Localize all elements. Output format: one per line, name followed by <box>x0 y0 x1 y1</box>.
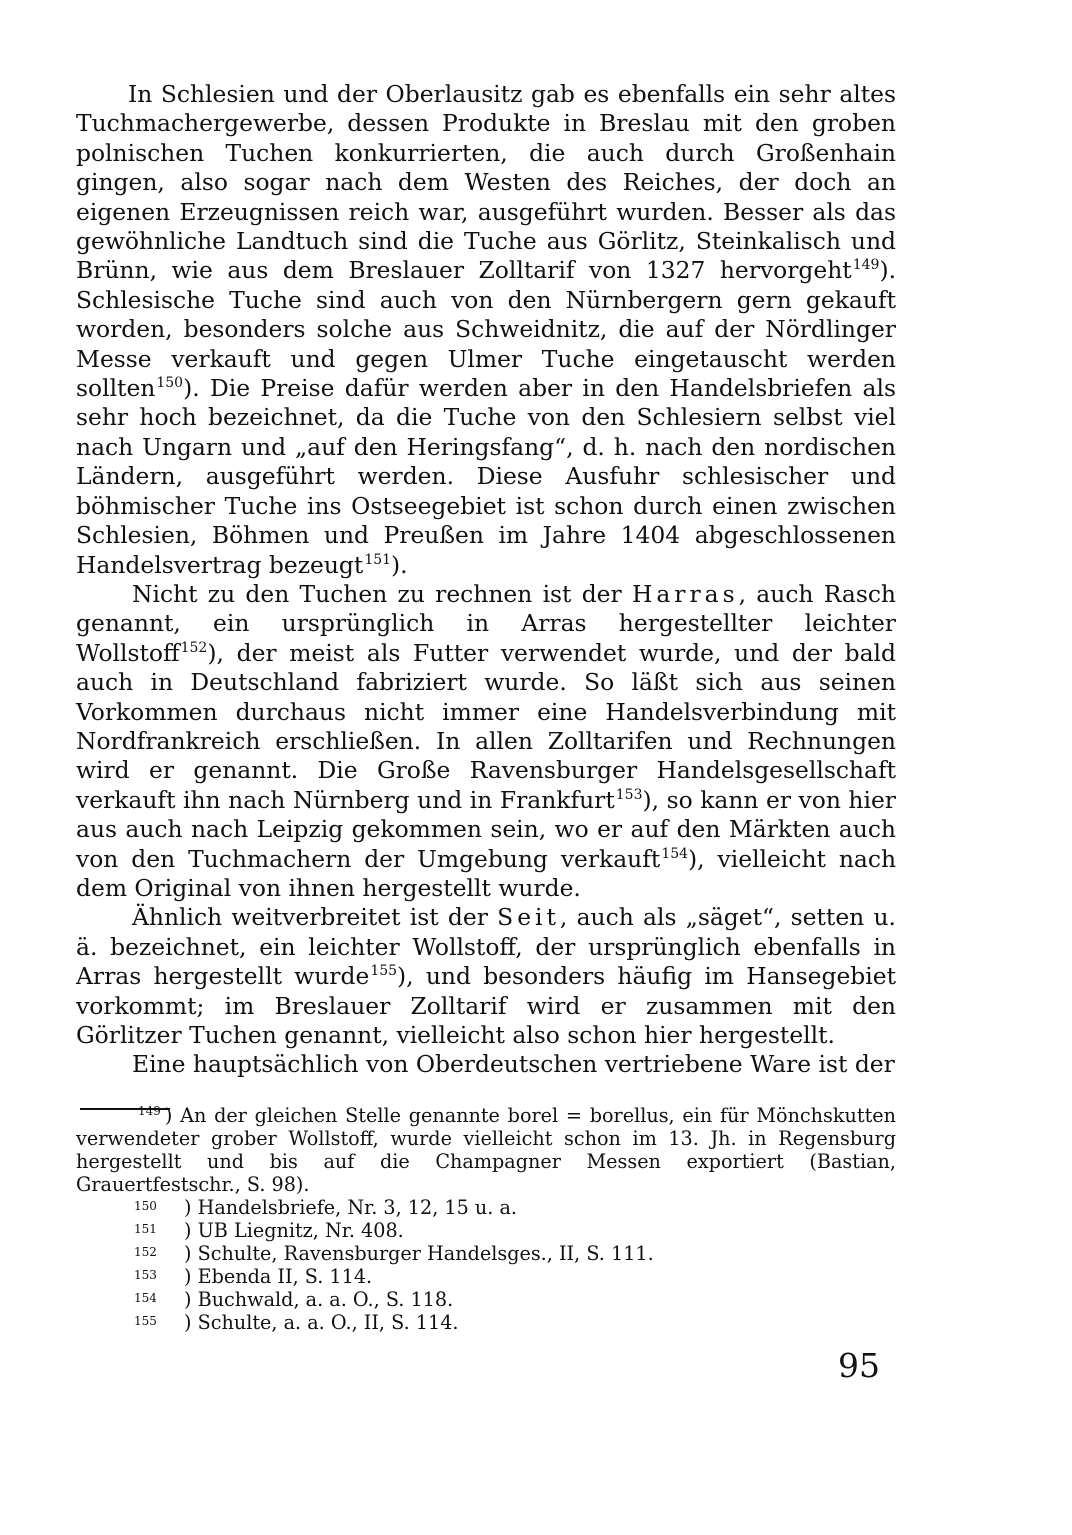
footnote-reference-number: 149 <box>852 257 880 274</box>
text-run: ), und besonders häufig im Hansegebiet vorkommt; im Breslauer Zolltarif wird er zusammen mit den Görlitzer Tuchen genannt, vielleicht also schon hier hergestellt. <box>76 962 897 1049</box>
text-run: Eine hauptsächlich von Oberdeutschen vertriebene Ware ist der <box>132 1050 895 1079</box>
footnote-text: An der gleichen Stelle genannte borel = borellus, ein für Mönchskutten verwendeter grober Wollstoff, wurde vielleicht schon im 13. Jh. in Regensburg hergestellt und bis auf die Champagner Messen exportiert (Bastian, Grauertfestschr., S. 98). <box>76 1104 896 1196</box>
footnote-number: 149 <box>138 1104 161 1118</box>
text-run: , auch als „säget“, setten u. ä. bezeichnet, ein leichter Wollstoff, der ursprünglich ebenfalls in Arras hergestellt wurde <box>76 903 896 991</box>
text-run: ). Schlesische Tuche sind auch von den Nürnbergern gern gekauft worden, besonders solche aus Schweidnitz, die auf der Nördlinger Messe verkauft und gegen Ulmer Tuche eingetauscht werden sollten <box>76 256 896 403</box>
footnote: 151 ) UB Liegnitz, Nr. 408. <box>134 1219 404 1242</box>
paragraph <box>76 903 896 1050</box>
footnote-text-body: Handelsbriefe, Nr. 3, 12, 15 u. a. <box>197 1196 518 1219</box>
text-run: In Schlesien und der Oberlausitz gab es ebenfalls ein sehr altes Tuchmachergewerbe, dessen Produkte in Breslau mit den groben polnischen Tuchen konkurrierten, die auch durch Großenhain gingen, also sogar nach dem Westen des Reiches, der doch an eigenen Erzeugnissen reich war, ausgeführt wurden. Besser als das gewöhnliche Landtuch sind die Tuche aus Görlitz, Steinkalisch und Brünn, wie aus dem Breslauer Zolltarif von 1327 hervorgeht <box>76 80 896 285</box>
footnote-paren: ) <box>164 1104 181 1127</box>
text-run: ), vielleicht nach dem Original von ihnen hergestellt wurde. <box>76 844 897 902</box>
footnote: 150 ) Handelsbriefe, Nr. 3, 12, 15 u. a. <box>134 1196 518 1219</box>
footnote-text-body: UB Liegnitz, Nr. 408. <box>197 1219 404 1242</box>
footnote: 153 ) Ebenda II, S. 114. <box>134 1265 373 1288</box>
footnote-reference-number: 152 <box>180 639 208 656</box>
footnote-text: ) Schulte, a. a. O., II, S. 114. <box>184 1311 459 1334</box>
footnote: 152 ) Schulte, Ravensburger Handelsges., II, S. 111. <box>134 1242 654 1265</box>
footnote-reference-number: 155 <box>370 963 398 980</box>
footnote-reference-number: 150 <box>156 375 184 392</box>
paragraph <box>76 80 896 580</box>
footnote-text: ) Schulte, Ravensburger Handelsges., II, S. 111. <box>184 1242 654 1265</box>
footnote-text: ) UB Liegnitz, Nr. 408. <box>184 1219 404 1242</box>
text-run: ). Die Preise dafür werden aber in den Handelsbriefen als sehr hoch bezeichnet, da die Tuche von den Schlesiern selbst viel nach Ungarn und „auf den Heringsfang“, d. h. nach den nordischen Ländern, ausgeführt werden. Diese Ausfuhr schlesischer und böhmischer Tuche ins Ostseegebiet ist schon durch einen zwischen Schlesien, Böhmen und Preußen im Jahre 1404 abgeschlossenen Handelsvertrag bezeugt <box>76 374 896 579</box>
footnote-text: ) Handelsbriefe, Nr. 3, 12, 15 u. a. <box>184 1196 518 1219</box>
text-run: ), der meist als Futter verwendet wurde, und der bald auch in Deutschland fabriziert wurde. So läßt sich aus seinen Vorkommen durchaus nicht immer eine Handelsverbindung mit Nordfrankreich erschließen. In allen Zolltarifen und Rechnungen wird er genannt. Die Große Ravensburger Handelsgesellschaft verkauft ihn nach Nürnberg und in Frankfurt <box>76 638 896 814</box>
footnote-reference-number: 151 <box>364 551 392 568</box>
text-run: , auch Rasch genannt, ein ursprünglich in Arras hergestellter leichter Wollstoff <box>76 579 896 667</box>
footnote: 155 ) Schulte, a. a. O., II, S. 114. <box>134 1311 459 1334</box>
body-text <box>76 80 896 1080</box>
text-run: ), so kann er von hier aus auch nach Leipzig gekommen sein, wo er auf den Märkten auch von den Tuchmachern der Umgebung verkauft <box>76 785 896 873</box>
footnote-reference-number: 154 <box>661 845 689 862</box>
footnote-text: ) Buchwald, a. a. O., S. 118. <box>184 1288 454 1311</box>
emphasized-term: Harras <box>631 579 739 608</box>
footnote-text: ) Ebenda II, S. 114. <box>184 1265 373 1288</box>
footnote-text-body: Schulte, a. a. O., II, S. 114. <box>197 1311 459 1334</box>
footnote-reference-number: 153 <box>615 786 643 803</box>
footnote-text-body: Ebenda II, S. 114. <box>197 1265 373 1288</box>
footnote-text-body: Buchwald, a. a. O., S. 118. <box>197 1288 454 1311</box>
text-run: Ähnlich weitverbreitet ist der <box>132 903 498 932</box>
footnote: 154 ) Buchwald, a. a. O., S. 118. <box>134 1288 454 1311</box>
footnote-text-body: Schulte, Ravensburger Handelsges., II, S. 111. <box>197 1242 654 1265</box>
footnotes <box>76 1104 896 1334</box>
page-number: 95 <box>838 1346 880 1385</box>
footnote <box>76 1104 896 1196</box>
text-run: ). <box>391 550 408 579</box>
paragraph <box>76 1050 896 1079</box>
emphasized-term: Seit <box>497 903 560 932</box>
paragraph <box>76 580 896 903</box>
text-run: Nicht zu den Tuchen zu rechnen ist der <box>132 579 632 608</box>
